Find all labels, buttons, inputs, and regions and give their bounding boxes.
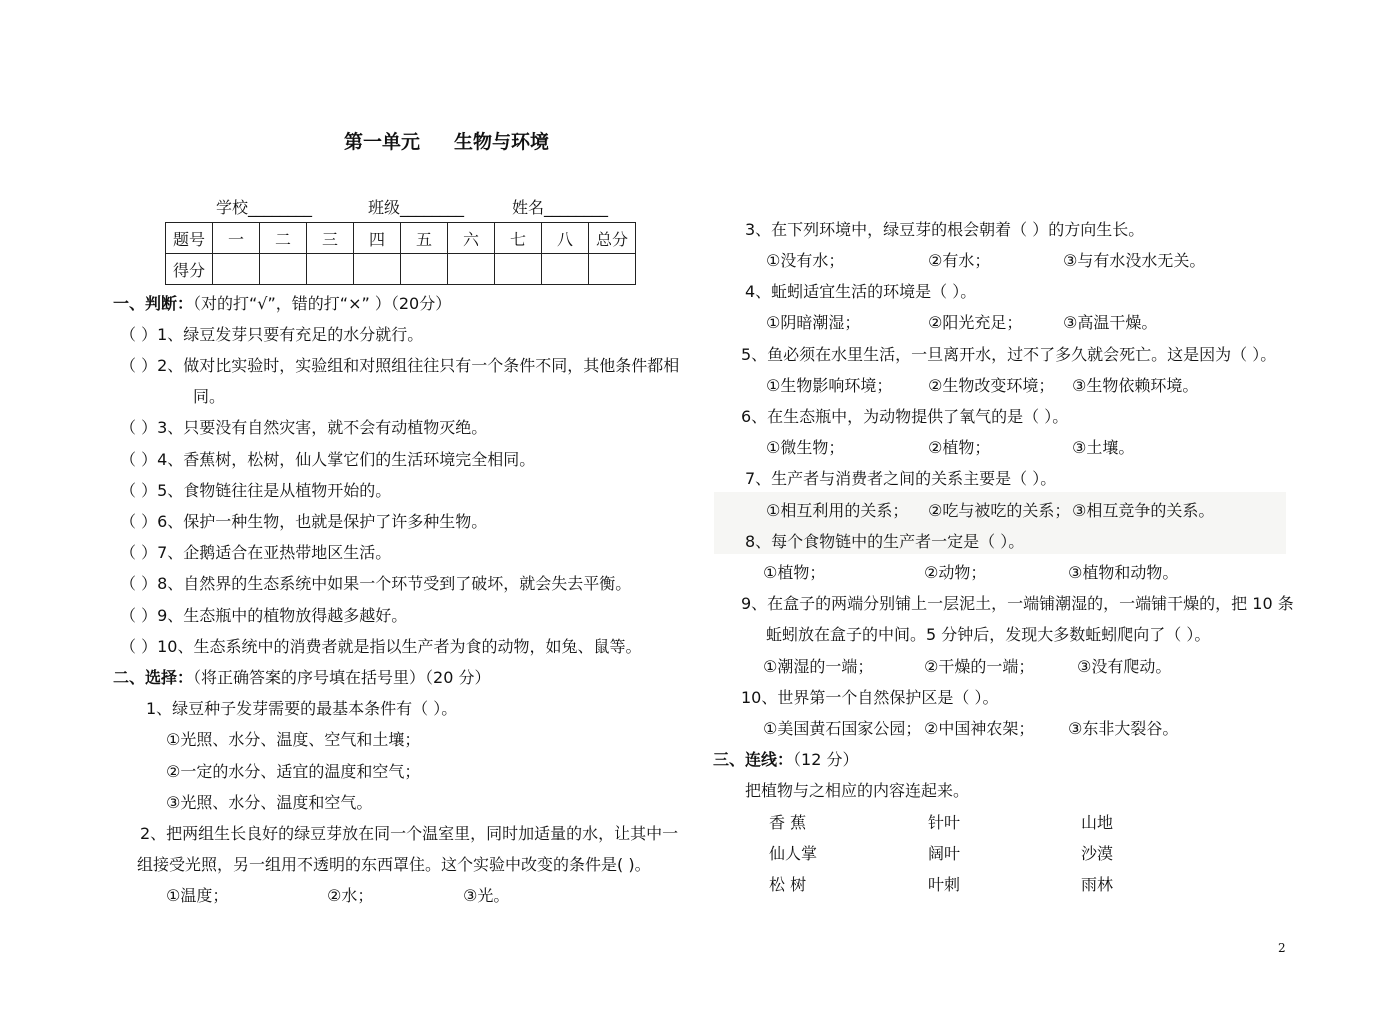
- score-header-cell: 总分: [589, 223, 636, 254]
- choice-q8-option: ②动物；: [924, 563, 987, 582]
- choice-q8-stem: 8、每个食物链中的生产者一定是（ ）。: [745, 532, 1025, 551]
- name-field: 姓名________: [512, 198, 609, 217]
- choice-q7-option: ①相互利用的关系；: [766, 501, 909, 520]
- choice-q5-option: ②生物改变环境；: [928, 376, 1055, 395]
- judge-item-2-cont: 同。: [193, 387, 226, 406]
- choice-q4-option: ①阴暗潮湿；: [766, 313, 861, 332]
- score-cell: [213, 254, 260, 285]
- choice-q3-option: ②有水；: [928, 251, 991, 270]
- score-header-cell: 三: [307, 223, 354, 254]
- section2-heading: [113, 665, 490, 688]
- page-number: 2: [1278, 941, 1286, 955]
- section2-note: （将正确答案的序号填在括号里）（20 分）: [193, 668, 491, 687]
- habitat-item: 山地: [1081, 813, 1114, 832]
- score-table-score-row: [166, 254, 636, 285]
- choice-q5-option: ③生物依赖环境。: [1072, 376, 1199, 395]
- choice-q4-stem: 4、蚯蚓适宜生活的环境是（ ）。: [745, 282, 977, 301]
- score-header-cell: 六: [448, 223, 495, 254]
- choice-q2-stem: 2、把两组生长良好的绿豆芽放在同一个温室里，同时加适量的水，让其中一: [140, 824, 679, 843]
- judge-item-2: （ ）2、做对比实验时，实验组和对照组往往只有一个条件不同，其他条件都相: [120, 356, 680, 375]
- choice-q9-option: ③没有爬动。: [1077, 657, 1172, 676]
- choice-q4-option: ③高温干燥。: [1063, 313, 1158, 332]
- judge-item-8: （ ）8、自然界的生态系统中如果一个环节受到了破坏，就会失去平衡。: [120, 574, 632, 593]
- score-cell: [307, 254, 354, 285]
- section3-heading: [713, 747, 858, 770]
- topic-label: 生物与环境: [454, 131, 550, 153]
- judge-item-6: （ ）6、保护一种生物，也就是保护了许多种生物。: [120, 512, 488, 531]
- score-cell: [401, 254, 448, 285]
- plant-item: 仙人掌: [769, 844, 818, 863]
- plant-item: 香 蕉: [769, 813, 807, 832]
- section1-heading: [113, 291, 451, 314]
- habitat-item: 雨林: [1081, 875, 1114, 894]
- choice-q2-option: ②水；: [327, 886, 374, 905]
- section3-note: （12 分）: [793, 750, 859, 769]
- score-cell: [542, 254, 589, 285]
- judge-item-9: （ ）9、生态瓶中的植物放得越多越好。: [120, 606, 408, 625]
- score-header-cell: 一: [213, 223, 260, 254]
- score-header-cell: 八: [542, 223, 589, 254]
- score-cell: [260, 254, 307, 285]
- choice-q3-option: ③与有水没水无关。: [1063, 251, 1206, 270]
- choice-q9-stem-cont: 蚯蚓放在盒子的中间。5 分钟后，发现大多数蚯蚓爬向了（ ）。: [766, 625, 1211, 644]
- score-cell: [589, 254, 636, 285]
- leaf-item: 阔叶: [928, 844, 961, 863]
- class-field: 班级________: [368, 198, 465, 217]
- score-table-header-row: [166, 223, 636, 254]
- score-header-cell: 七: [495, 223, 542, 254]
- judge-item-7: （ ）7、企鹅适合在亚热带地区生活。: [120, 543, 392, 562]
- choice-q7-stem: 7、生产者与消费者之间的关系主要是（ ）。: [745, 469, 1057, 488]
- choice-q9-option: ②干燥的一端；: [924, 657, 1035, 676]
- leaf-item: 针叶: [928, 813, 961, 832]
- choice-q5-option: ①生物影响环境；: [766, 376, 893, 395]
- choice-q10-option: ①美国黄石国家公园；: [763, 719, 922, 738]
- matching-instruction: 把植物与之相应的内容连起来。: [745, 781, 970, 800]
- judge-item-3: （ ）3、只要没有自然灾害，就不会有动植物灭绝。: [120, 418, 488, 437]
- score-row-label: 得分: [166, 254, 213, 285]
- choice-q2-stem-cont: 组接受光照，另一组用不透明的东西罩住。这个实验中改变的条件是( )。: [137, 855, 651, 874]
- section1-title: 一、判断：: [113, 294, 194, 313]
- plant-item: 松 树: [769, 875, 807, 894]
- leaf-item: 叶刺: [928, 875, 961, 894]
- choice-q7-option: ②吃与被吃的关系；: [928, 501, 1071, 520]
- judge-item-5: （ ）5、食物链往往是从植物开始的。: [120, 481, 392, 500]
- choice-q9-option: ①潮湿的一端；: [763, 657, 874, 676]
- score-header-cell: 五: [401, 223, 448, 254]
- choice-q1-option: ②一定的水分、适宜的温度和空气；: [166, 762, 421, 781]
- choice-q10-option: ②中国神农架；: [924, 719, 1035, 738]
- choice-q10-option: ③东非大裂谷。: [1068, 719, 1179, 738]
- section2-title: 二、选择：: [113, 668, 194, 687]
- score-table: [165, 222, 636, 285]
- choice-q4-option: ②阳光充足；: [928, 313, 1023, 332]
- choice-q2-option: ①温度；: [166, 886, 229, 905]
- choice-q8-option: ③植物和动物。: [1068, 563, 1179, 582]
- score-cell: [448, 254, 495, 285]
- judge-item-4: （ ）4、香蕉树，松树，仙人掌它们的生活环境完全相同。: [120, 450, 536, 469]
- section1-note: （对的打“√”，错的打“×” ）（20分）: [193, 294, 452, 313]
- choice-q1-option: ①光照、水分、温度、空气和土壤；: [166, 730, 421, 749]
- school-field: 学校________: [216, 198, 313, 217]
- choice-q5-stem: 5、鱼必须在水里生活，一旦离开水，过不了多久就会死亡。这是因为（ ）。: [741, 345, 1277, 364]
- unit-label: 第一单元: [344, 131, 421, 153]
- choice-q1-stem: 1、绿豆种子发芽需要的最基本条件有（ ）。: [146, 699, 458, 718]
- choice-q2-option: ③光。: [463, 886, 510, 905]
- page-title: [344, 127, 549, 154]
- habitat-item: 沙漠: [1081, 844, 1114, 863]
- score-header-cell: 题号: [166, 223, 213, 254]
- score-header-cell: 四: [354, 223, 401, 254]
- choice-q1-option: ③光照、水分、温度和空气。: [166, 793, 373, 812]
- choice-q6-option: ①微生物；: [766, 438, 845, 457]
- score-cell: [495, 254, 542, 285]
- choice-q8-option: ①植物；: [763, 563, 826, 582]
- score-header-cell: 二: [260, 223, 307, 254]
- choice-q9-stem: 9、在盒子的两端分别铺上一层泥土，一端铺潮湿的，一端铺干燥的，把 10 条: [741, 594, 1294, 613]
- judge-item-1: （ ）1、绿豆发芽只要有充足的水分就行。: [120, 325, 424, 344]
- choice-q3-option: ①没有水；: [766, 251, 845, 270]
- section3-title: 三、连线：: [713, 750, 794, 769]
- choice-q6-option: ②植物；: [928, 438, 991, 457]
- choice-q6-option: ③土壤。: [1072, 438, 1135, 457]
- score-cell: [354, 254, 401, 285]
- choice-q6-stem: 6、在生态瓶中，为动物提供了氧气的是（ ）。: [741, 407, 1069, 426]
- judge-item-10: （ ）10、生态系统中的消费者就是指以生产者为食的动物，如兔、鼠等。: [120, 637, 642, 656]
- choice-q10-stem: 10、世界第一个自然保护区是（ ）。: [741, 688, 999, 707]
- choice-q3-stem: 3、在下列环境中，绿豆芽的根会朝着（ ）的方向生长。: [745, 220, 1145, 239]
- choice-q7-option: ③相互竞争的关系。: [1072, 501, 1215, 520]
